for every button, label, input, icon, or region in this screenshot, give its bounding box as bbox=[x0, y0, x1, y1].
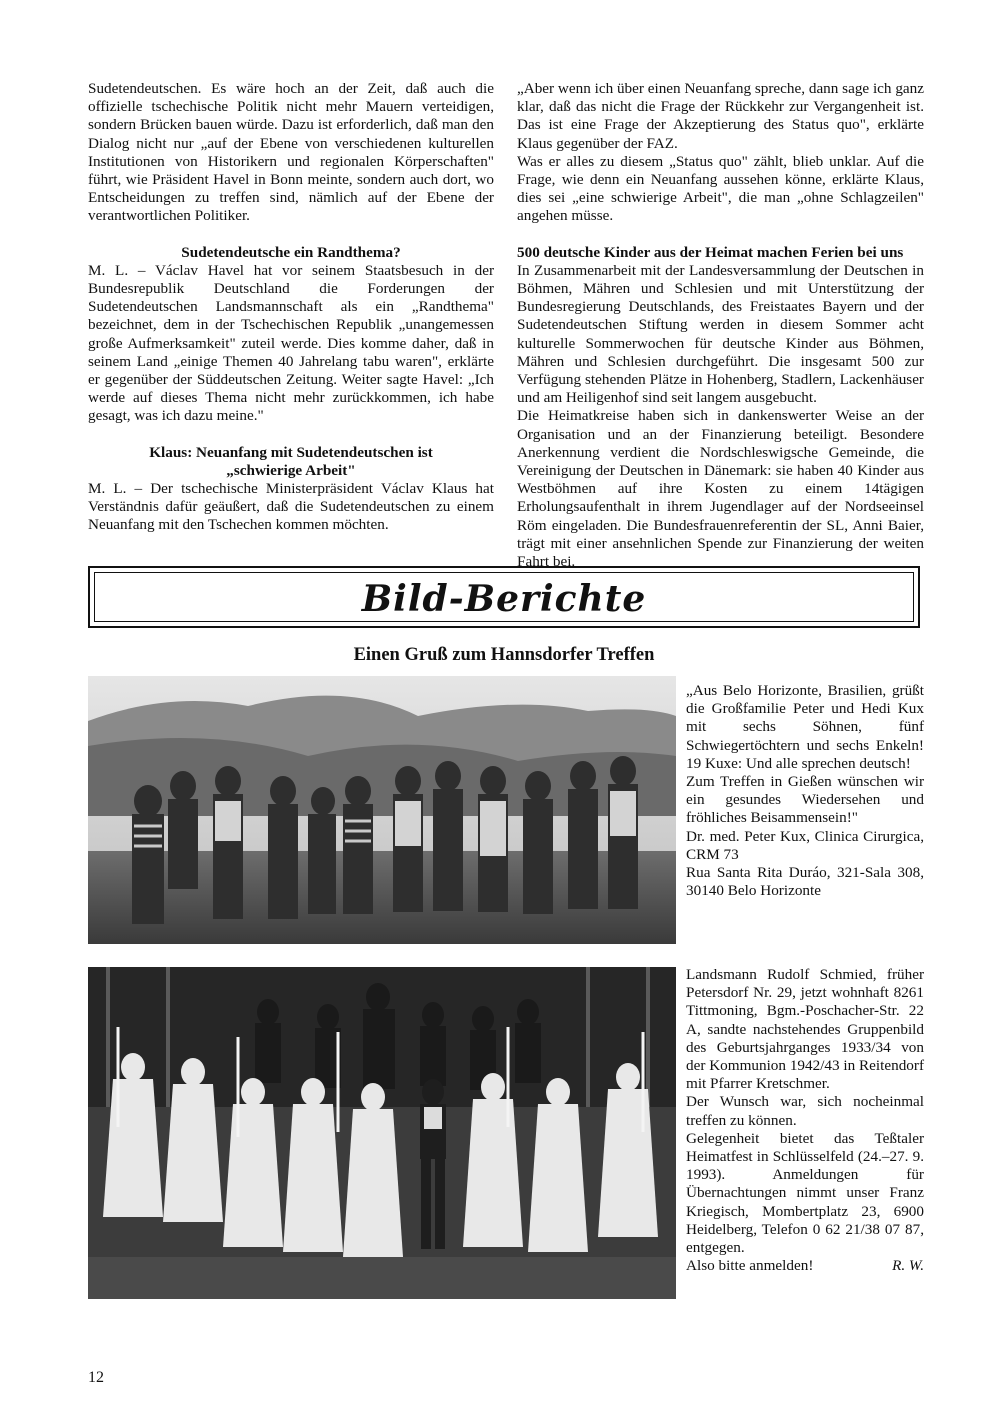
caption2-closing-line bbox=[686, 1257, 924, 1275]
article-text-randthema: M. L. – Václav Havel hat vor seinem Staatsbesuch in der Bundesrepublik Deutschland die Forderungen der Sudetendeutschen Landsmannschaft als ein „Randthema" bezeichnet, dem in der Tschechischen Republik „unangemessen große Aufmerksamkeit" zuteil werde. Dies komme daher, daß in seinem Land „einige Themen 40 Jahrelang tabu waren", erklärte er gegenüber der Süddeutschen Zeitung. Weiter sagte Havel: „Ich werde auf dieses Thema nicht mehr zurückkommen, ich habe gesagt, was ich dazu meine." bbox=[88, 261, 494, 425]
family-photo-caption bbox=[686, 682, 924, 900]
communion-group-photo bbox=[88, 967, 676, 1299]
left-column bbox=[88, 80, 494, 535]
bild-berichte-banner bbox=[88, 566, 920, 628]
page-number: 12 bbox=[88, 1369, 104, 1386]
section-title: Einen Gruß zum Hannsdorfer Treffen bbox=[353, 645, 655, 665]
article-text-kinder-1: In Zusammenarbeit mit der Landesversammlung der Deutschen in Böhmen, Mähren und Schlesien und mit Unterstützung der Bundesregierung Deutschlands, des Freistaates Bayern und der Sudetendeutschen Stiftung werden in diesem Sommer acht kulturelle Sommerwochen für deutsche Kinder aus Böhmen, Mähren und Schlesien durchgeführt. Die insgesamt 500 zur Verfügung stehenden Plätze in Hohenberg, Stadlern, Lackenhäuser und am Heiligenhof sind seit langem ausgebucht. bbox=[517, 261, 924, 407]
caption-wish: Zum Treffen in Gießen wünschen wir ein gesundes Wiedersehen und fröhliches Beisammensein!" bbox=[686, 773, 924, 827]
article-title-klaus-line2: „schwierige Arbeit" bbox=[226, 461, 356, 479]
family-photo-illustration bbox=[88, 676, 676, 944]
caption-address-name: Dr. med. Peter Kux, Clinica Cirurgica, CRM 73 bbox=[686, 827, 924, 863]
intro-paragraph: Sudetendeutschen. Es wäre hoch an der Zeit, daß auch die offizielle tschechische Politik nicht mehr Mauern verteidigen, sondern Brücken bauen würde. Dazu ist erforderlich, daß man den Dialog nicht nur „auf der Ebene von verschiedenen kulturellen Institutionen von Historikern und regionalen Körperschaften" führt, wie Präsident Havel in Bonn meinte, sondern auch dort, wo Entscheidungen zu treffen sind, nämlich auf der Ebene der verantwortlichen Politiker. bbox=[88, 80, 494, 225]
caption2-intro: Landsmann Rudolf Schmied, früher Petersdorf Nr. 29, jetzt wohnhaft 8261 Tittmoning, Bgm.-Poschacher-Str. 22 A, sandte nachstehendes Gruppenbild des Geburtsjahrganges 1933/34 von der Kommunion 1942/43 in Reitendorf mit Pfarrer Kretschmer. bbox=[686, 966, 924, 1093]
caption2-wish: Der Wunsch war, sich nocheinmal treffen zu können. bbox=[686, 1093, 924, 1129]
status-quo-paragraph: Was er alles zu diesem „Status quo" zählt, blieb unklar. Auf die Frage, wie denn ein Neuanfang aussehen könne, erklärte Klaus, dies sei „eine schwierige Arbeit", die man „ohne Schlagzeilen" angehen müsse. bbox=[517, 152, 924, 225]
communion-photo-caption bbox=[686, 966, 924, 1275]
article-text-klaus: M. L. – Der tschechische Ministerpräsident Václav Klaus hat Verständnis dafür geäußert, daß die Sudetendeutschen zu einem Neuanfang mit den Tschechen kommen möchten. bbox=[88, 480, 494, 534]
family-group-photo bbox=[88, 676, 676, 944]
caption2-event: Gelegenheit bietet das Teßtaler Heimatfest in Schlüsselfeld (24.–27. 9. 1993). Anmeldungen für Übernachtungen nimmt unser Franz Kriegisch, Mombertplatz 23, 6900 Heidelberg, Telefon 0 62 21/38 07 87, entgegen. bbox=[686, 1129, 924, 1257]
right-column bbox=[517, 80, 924, 571]
caption2-signature: R. W. bbox=[892, 1257, 924, 1275]
communion-photo-illustration bbox=[88, 967, 676, 1299]
caption-quote: „Aus Belo Horizonte, Brasilien, grüßt die Großfamilie Peter und Hedi Kux mit sechs Söhnen, fünf Schwiegertöchtern und sechs Enkeln! 19 Kuxe: Und alle sprechen deutsch! bbox=[686, 682, 924, 772]
caption-address-street: Rua Santa Rita Duráo, 321-Sala 308, 30140 Belo Horizonte bbox=[686, 864, 924, 900]
article-title-kinder: 500 deutsche Kinder aus der Heimat machen Ferien bei uns bbox=[517, 243, 904, 261]
article-title-randthema: Sudetendeutsche ein Randthema? bbox=[181, 243, 401, 261]
klaus-quote-paragraph: „Aber wenn ich über einen Neuanfang spreche, dann sage ich ganz klar, daß das nicht die Frage der Rückkehr zur Vergangenheit ist. Das ist eine Frage der Akzeptierung des Status quo", erklärte Klaus gegenüber der FAZ. bbox=[517, 80, 924, 152]
banner-title: Bild-Berichte bbox=[361, 578, 647, 620]
caption2-closing: Also bitte anmelden! bbox=[686, 1257, 814, 1275]
article-text-kinder-2: Die Heimatkreise haben sich in dankenswerter Weise an der Organisation und an der Finanzierung beteiligt. Besondere Anerkennung verdient die Nordschleswigsche Gemeinde, die Vereinigung der Deutschen in Dänemark: sie haben 40 Kinder aus Westböhmen auf ihre Kosten zu einem 14tägigen Erholungsaufenthalt in ihrem Jugendlager auf der Nordseeinsel Röm eingeladen. Die Bundesfrauenreferentin der SL, Anni Baier, trägt mit einer ansehnlichen Spende zur Finanzierung der weiten Fahrt bei. bbox=[517, 407, 924, 571]
article-title-klaus-line1: Klaus: Neuanfang mit Sudetendeutschen ist bbox=[149, 443, 433, 461]
